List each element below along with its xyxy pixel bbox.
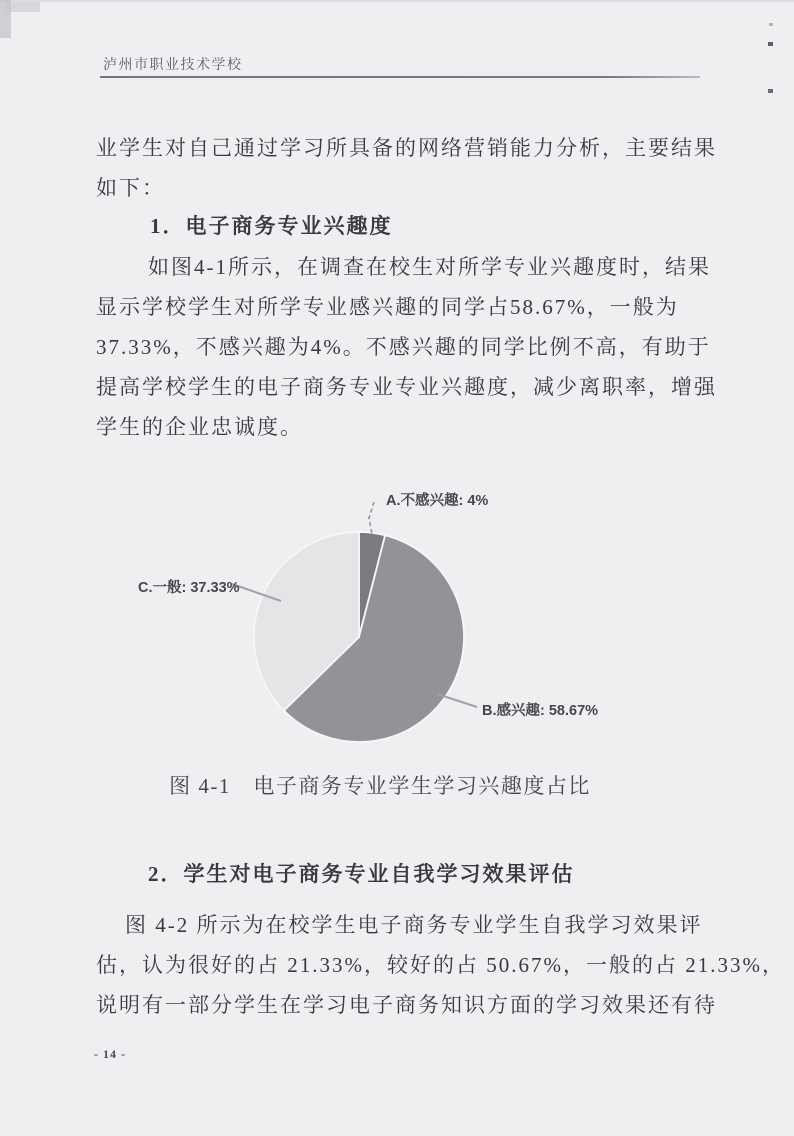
section2-paragraph [96, 905, 785, 1025]
pie-label-a: A.不感兴趣: 4% [386, 493, 489, 509]
scan-edge-top [0, 0, 794, 2]
text-line: 估，认为很好的占 21.33%，较好的占 50.67%，一般的占 21.33%， [96, 953, 785, 977]
text-line: 业学生对自己通过学习所具备的网络营销能力分析，主要结果 [96, 136, 717, 160]
page-number: - 14 - [94, 1047, 126, 1061]
leader-line-b [437, 694, 477, 707]
pie-label-c: C.一般: 37.33% [138, 580, 240, 596]
section1-heading: 1．电子商务专业兴趣度 [150, 214, 393, 238]
scan-edge-corner-blob [6, 2, 40, 12]
figure-4-1 [0, 470, 794, 770]
section1-paragraph [96, 247, 717, 447]
text-line: 学生的企业忠诚度。 [96, 415, 303, 439]
text-line: 显示学校学生对所学专业感兴趣的同学占58.67%，一般为 [96, 295, 679, 319]
scan-speck [768, 89, 773, 93]
header-school-name: 泸州市职业技术学校 [103, 58, 243, 73]
text-line: 图 4-2 所示为在校学生电子商务专业学生自我学习效果评 [125, 913, 703, 937]
section2-heading: 2．学生对电子商务专业自我学习效果评估 [148, 862, 575, 886]
text-line: 37.33%，不感兴趣为4%。不感兴趣的同学比例不高，有助于 [96, 335, 711, 359]
pie-label-b: B.感兴趣: 58.67% [482, 703, 599, 719]
text-line: 说明有一部分学生在学习电子商务知识方面的学习效果还有待 [96, 993, 717, 1017]
figure-4-1-caption: 图 4-1 电子商务专业学生学习兴趣度占比 [169, 774, 591, 798]
text-line: 提高学校学生的电子商务专业专业兴趣度，减少离职率，增强 [96, 375, 717, 399]
leader-line-a [369, 502, 374, 534]
scan-speck [769, 23, 773, 26]
text-line: 如图4-1所示，在调查在校生对所学专业兴趣度时，结果 [148, 255, 711, 279]
pie-leader-lines [0, 470, 794, 770]
scan-speck [768, 42, 773, 46]
intro-paragraph [96, 128, 717, 208]
text-line: 如下： [96, 176, 165, 200]
header-rule [100, 76, 700, 78]
